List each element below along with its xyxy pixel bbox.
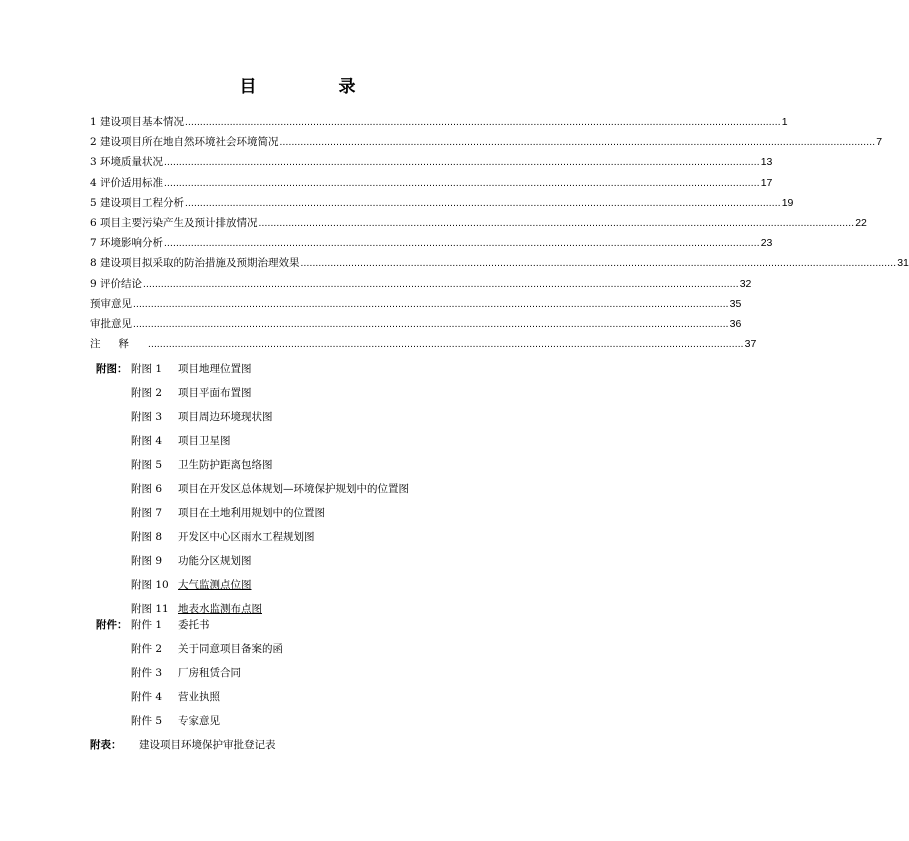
toc-entry-page: 19 — [781, 196, 794, 209]
page-title: 目 录 — [239, 77, 394, 97]
attached-table-title: 建设项目环境保护审批登记表 — [139, 739, 276, 751]
toc-entry-page: 37 — [744, 338, 757, 351]
toc-leader-dots: ........................................................................................................................................................................................................ — [133, 318, 729, 330]
toc-entry-page: 7 — [876, 136, 883, 149]
toc-entry-label: 4 评价适用标准 — [90, 176, 164, 189]
figure-item — [131, 577, 252, 592]
attachment-item — [131, 665, 241, 680]
figure-title: 地表水监测布点图 — [178, 603, 262, 615]
attachment-title: 专家意见 — [178, 715, 220, 727]
attached-table-heading: 附表： — [90, 739, 122, 751]
figure-number: 附图 11 — [131, 603, 169, 615]
toc-leader-dots: ........................................................................................................................................................................................................ — [133, 298, 729, 310]
figure-item — [131, 553, 252, 568]
toc-entry — [90, 296, 742, 316]
attachment-title: 厂房租赁合同 — [178, 667, 241, 679]
attachment-number: 附件 1 — [131, 619, 163, 631]
toc-entry — [90, 175, 773, 195]
figure-number: 附图 2 — [131, 387, 163, 399]
attachments-heading: 附件： — [96, 619, 128, 631]
toc-entry — [90, 215, 867, 235]
attachment-title: 关于同意项目备案的函 — [178, 643, 283, 655]
figure-number: 附图 7 — [131, 507, 163, 519]
toc-entry — [90, 255, 909, 275]
attachment-number: 附件 4 — [131, 691, 163, 703]
toc-leader-dots: ........................................................................................................................................................................................................ — [164, 238, 760, 250]
toc-entry-label: 1 建设项目基本情况 — [90, 116, 185, 128]
toc-entry — [90, 235, 773, 255]
figure-item — [131, 481, 409, 496]
toc-leader-dots: ........................................................................................................................................................................................................ — [300, 258, 897, 270]
figure-title: 卫生防护距离包络图 — [178, 459, 273, 471]
toc-entry — [90, 195, 794, 215]
figure-item — [131, 601, 262, 616]
toc-leader-dots: ........................................................................................................................................................................................................ — [258, 217, 855, 229]
figure-number: 附图 8 — [131, 531, 163, 543]
figure-title: 开发区中心区雨水工程规划图 — [178, 531, 315, 543]
attachment-item — [131, 617, 210, 632]
figure-item — [131, 409, 273, 424]
toc-entry-page: 23 — [760, 237, 773, 250]
attachment-item — [131, 713, 220, 728]
toc-leader-dots: ........................................................................................................................................................................................................ — [148, 339, 744, 351]
toc-entry-label: 2 建设项目所在地自然环境社会环境简况 — [90, 136, 279, 149]
figure-title: 功能分区规划图 — [178, 555, 252, 567]
attachment-number: 附件 2 — [131, 643, 163, 655]
figure-title: 项目平面布置图 — [178, 387, 252, 399]
figure-item — [131, 529, 315, 544]
toc-entry-page: 36 — [729, 317, 742, 330]
figure-title: 项目在开发区总体规划—环境保护规划中的位置图 — [178, 483, 409, 495]
toc-entry-label: 预审意见 — [90, 297, 132, 310]
attachment-item — [131, 689, 220, 704]
figure-number: 附图 6 — [131, 483, 163, 495]
figure-item — [131, 505, 325, 520]
attachment-item — [131, 641, 283, 656]
toc-entry-label: 9 评价结论 — [90, 277, 143, 290]
toc-entry-page: 17 — [760, 176, 773, 189]
figure-number: 附图 5 — [131, 459, 163, 471]
toc-entry — [90, 316, 742, 336]
toc-leader-dots: ........................................................................................................................................................................................................ — [185, 197, 781, 209]
figure-number: 附图 1 — [131, 363, 163, 375]
toc-entry-page: 13 — [760, 156, 773, 169]
toc-entry-label: 审批意见 — [90, 317, 132, 330]
toc-entry-page: 32 — [739, 277, 752, 290]
toc-entry — [90, 134, 883, 154]
toc-entry-label: 8 建设项目拟采取的防治措施及预期治理效果 — [90, 257, 300, 270]
figure-item — [131, 457, 273, 472]
toc-entry-page: 1 — [781, 116, 788, 128]
figure-item — [131, 385, 252, 400]
toc-entry-page: 31 — [897, 257, 909, 270]
toc-entry-label: 7 环境影响分析 — [90, 237, 164, 250]
toc-entry — [90, 114, 788, 134]
figure-number: 附图 3 — [131, 411, 163, 423]
figure-title: 项目地理位置图 — [178, 363, 252, 375]
figure-title: 项目周边环境现状图 — [178, 411, 273, 423]
figure-title: 项目在土地利用规划中的位置图 — [178, 507, 325, 519]
toc-entry-label: 5 建设项目工程分析 — [90, 196, 185, 209]
attachment-title: 营业执照 — [178, 691, 220, 703]
toc-leader-dots: ........................................................................................................................................................................................................ — [143, 278, 739, 290]
figure-number: 附图 4 — [131, 435, 163, 447]
figure-number: 附图 10 — [131, 579, 169, 591]
toc-entry-page: 35 — [729, 297, 742, 310]
toc-leader-dots: ........................................................................................................................................................................................................ — [164, 157, 760, 169]
toc-leader-dots: ........................................................................................................................................................................................................ — [279, 137, 876, 149]
toc-leader-dots: ........................................................................................................................................................................................................ — [164, 177, 760, 189]
toc-entry-label: 3 环境质量状况 — [90, 156, 164, 169]
toc-entry-label: 注释 — [90, 338, 147, 351]
toc-entry — [90, 276, 752, 296]
figure-title: 项目卫星图 — [178, 435, 231, 447]
attachment-number: 附件 3 — [131, 667, 163, 679]
toc-entry — [90, 336, 757, 356]
toc-leader-dots: ........................................................................................................................................................................................................ — [185, 117, 781, 128]
figures-heading: 附图： — [96, 363, 128, 375]
toc-entry-label: 6 项目主要污染产生及预计排放情况 — [90, 216, 258, 229]
figure-item — [131, 433, 231, 448]
figure-number: 附图 9 — [131, 555, 163, 567]
toc-entry — [90, 154, 773, 174]
toc-entry-page: 22 — [855, 216, 867, 229]
attachment-title: 委托书 — [178, 619, 210, 631]
figure-title: 大气监测点位图 — [178, 579, 252, 591]
attachment-number: 附件 5 — [131, 715, 163, 727]
figure-item — [131, 361, 252, 376]
table-of-contents — [90, 114, 909, 356]
